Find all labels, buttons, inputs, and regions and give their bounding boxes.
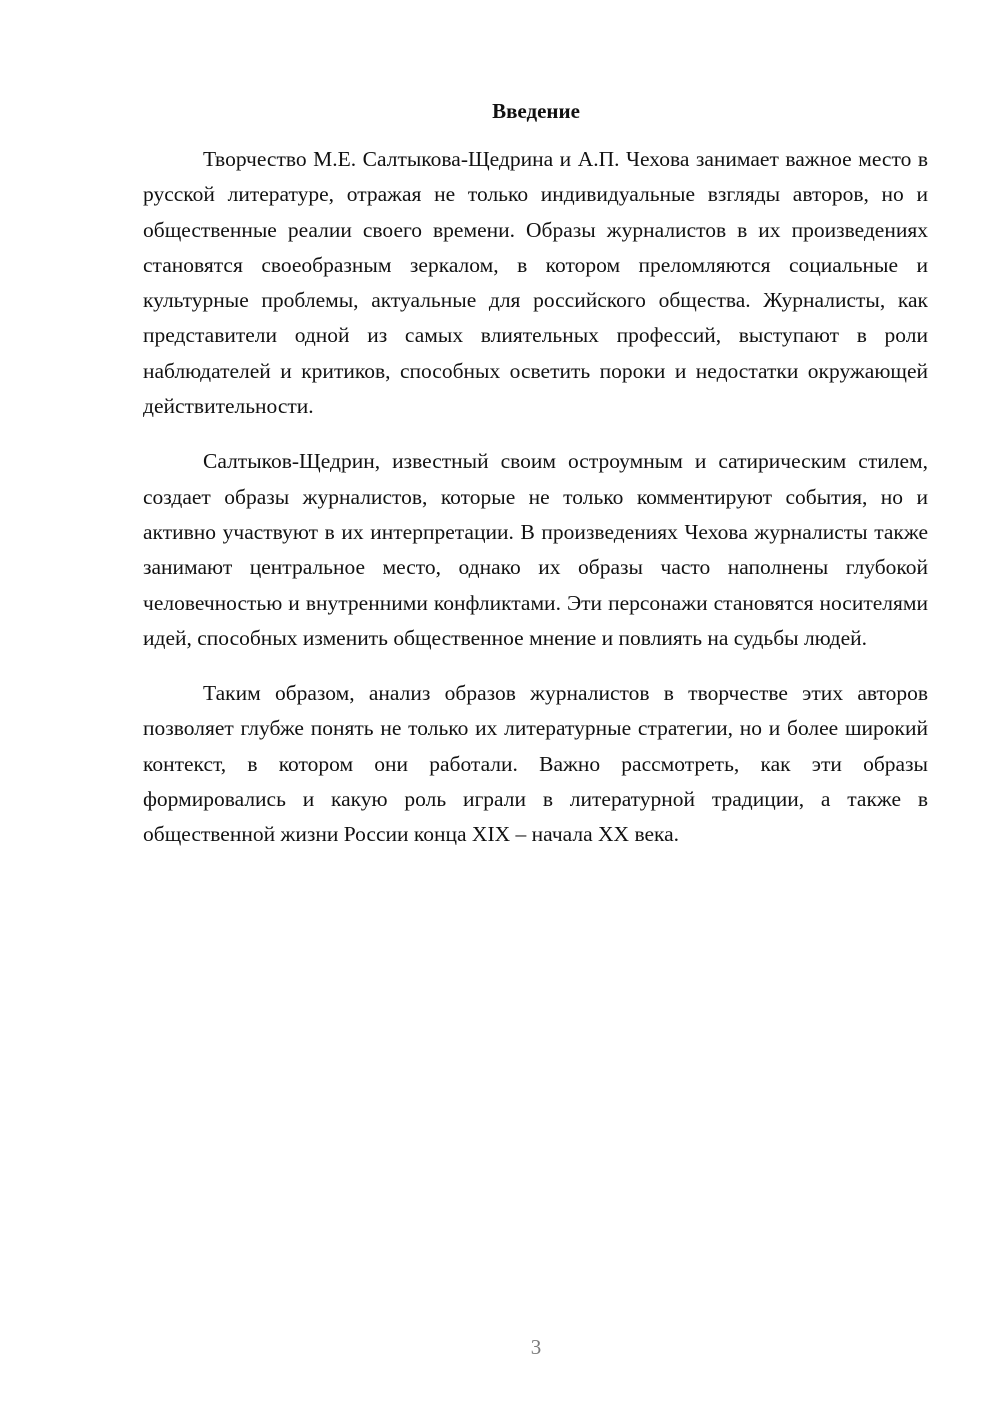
paragraph-2: Салтыков-Щедрин, известный своим остроумным и сатирическим стилем, создает образы журналистов, которые не только комментируют события, но и активно участвуют в их интерпретации. В произведениях Чехова журналисты также занимают центральное место, однако их образы часто наполнены глубокой человечностью и внутренними конфликтами. Эти персонажи становятся носителями идей, способных изменить общественное мнение и повлиять на судьбы людей. xyxy=(143,449,928,650)
paragraph-3: Таким образом, анализ образов журналистов в творчестве этих авторов позволяет глубже понять не только их литературные стратегии, но и более широкий контекст, в котором они работали. Важно рассмотреть, как эти образы формировались и какую роль играли в литературной традиции, а также в общественной жизни России конца XIX – начала XX века. xyxy=(143,681,928,847)
document-body xyxy=(143,142,928,853)
section-heading: Введение xyxy=(492,99,580,123)
paragraph-1: Творчество М.Е. Салтыкова-Щедрина и А.П. Чехова занимает важное место в русской литературе, отражая не только индивидуальные взгляды авторов, но и общественные реалии своего времени. Образы журналистов в их произведениях становятся своеобразным зеркалом, в котором преломляются социальные и культурные проблемы, актуальные для российского общества. Журналисты, как представители одной из самых влиятельных профессий, выступают в роли наблюдателей и критиков, способных осветить пороки и недостатки окружающей действительности. xyxy=(143,147,928,419)
page-number: 3 xyxy=(530,1335,542,1359)
